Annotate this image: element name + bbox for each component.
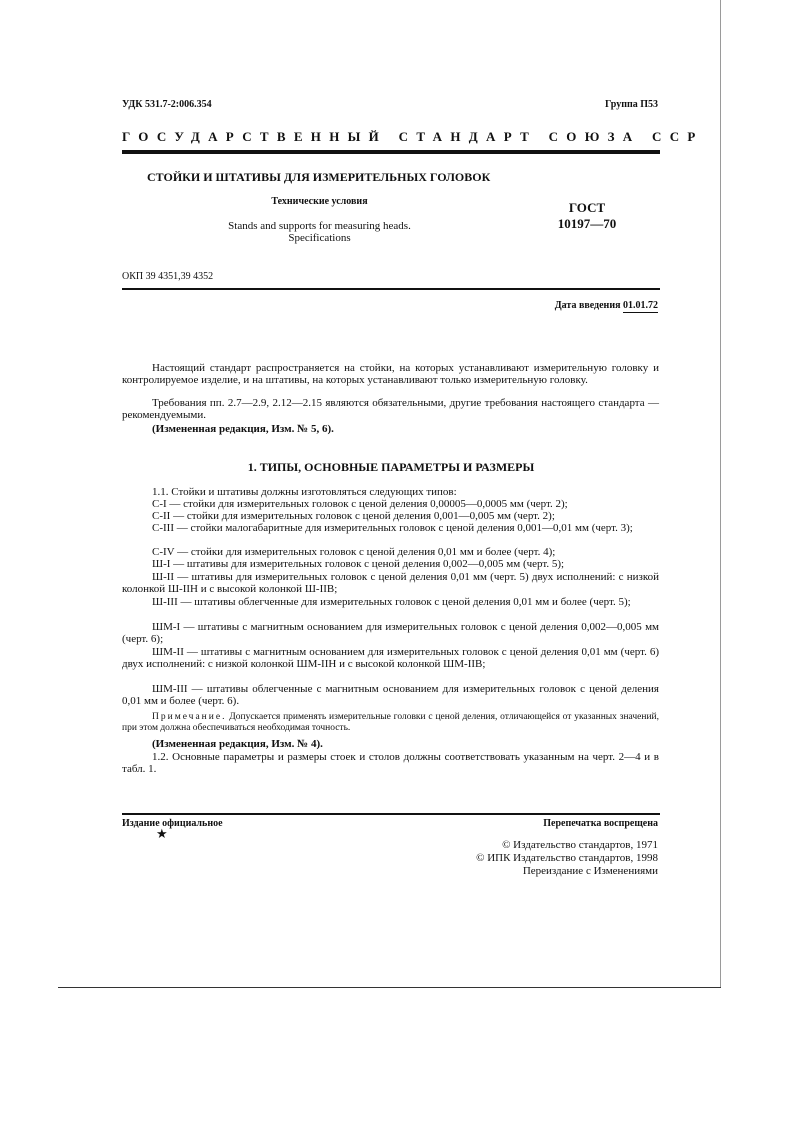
type-item: ШМ-I — штативы с магнитным основанием для измерительных головок с ценой деления 0,002—0,005 мм (черт. 6);	[122, 621, 659, 645]
copyright-block	[476, 839, 658, 878]
document-title: СТОЙКИ И ШТАТИВЫ ДЛЯ ИЗМЕРИТЕЛЬНЫХ ГОЛОВОК	[147, 170, 491, 184]
reissue-note: Переиздание с Изменениями	[522, 865, 658, 877]
type-item: Ш-III — штативы облегченные для измерительных головок с ценой деления 0,01 мм и более (черт. 5);	[152, 596, 631, 608]
star-icon: ★	[156, 826, 168, 841]
type-item: С-I — стойки для измерительных головок с ценой деления 0,00005—0,0005 мм (черт. 2);	[152, 498, 568, 510]
clause-1-2: 1.2. Основные параметры и размеры стоек и столов должны соответствовать указанным на черт. 2—4 и в табл. 1.	[122, 751, 659, 775]
reprint-prohibited: Перепечатка воспрещена	[543, 818, 658, 829]
okp-code: ОКП 39 4351,39 4352	[122, 271, 214, 282]
type-item: С-III — стойки малогабаритные для измерительных головок с ценой деления 0,001—0,01 мм (черт. 3);	[152, 522, 633, 534]
page-edge-right	[720, 0, 721, 988]
introduction-date-label: Дата введения	[554, 300, 621, 311]
note-paragraph	[122, 712, 659, 734]
udk-code: УДК 531.7-2:006.354	[122, 99, 212, 110]
requirements-paragraph: Требования пп. 2.7—2.9, 2.12—2.15 являются обязательными, другие требования настоящего стандарта — рекомендуемыми.	[122, 397, 659, 421]
copyright-1971: © Издательство стандартов, 1971	[502, 839, 658, 851]
type-item: С-II — стойки для измерительных головок с ценой деления 0,001—0,005 мм (черт. 2);	[152, 510, 555, 522]
gost-label: ГОСТ	[568, 200, 606, 215]
intro-paragraph: Настоящий стандарт распространяется на стойки, на которых устанавливают измерительную головку и контролируемое изделие, и на штативы, на которых устанавливают только измерительную головку.	[122, 362, 659, 386]
section-heading: 1. ТИПЫ, ОСНОВНЫЕ ПАРАМЕТРЫ И РАЗМЕРЫ	[247, 460, 535, 474]
clause-1-1: 1.1. Стойки и штативы должны изготовляться следующих типов:	[152, 486, 457, 498]
okp-rule	[122, 288, 660, 290]
type-item: ШМ-II — штативы с магнитным основанием для измерительных головок с ценой деления 0,01 мм (черт. 6) двух исполнений: с низкой колонкой ШМ-IIН и с высокой колонкой ШМ-IIВ;	[122, 646, 659, 670]
type-item: С-IV — стойки для измерительных головок с ценой деления 0,01 мм и более (черт. 4);	[152, 546, 556, 558]
gost-number: 10197—70	[557, 216, 617, 231]
group-code: Группа П53	[605, 99, 658, 110]
note-text: Допускается применять измерительные головки с ценой деления, отличающейся от указанных значений, при этом должна обеспечиваться необходимая точность.	[122, 712, 660, 733]
note-label: Примечание.	[152, 712, 227, 722]
type-item: Ш-II — штативы для измерительных головок с ценой деления 0,01 мм (черт. 5) двух исполнений: с низкой колонкой Ш-IIН и с высокой колонкой Ш-IIВ;	[122, 571, 659, 595]
header-rule	[122, 150, 660, 154]
official-edition: Издание официальное	[122, 818, 223, 829]
document-subtitle: Технические условия	[271, 196, 368, 207]
english-title	[122, 220, 517, 244]
english-title-line1: Stands and supports for measuring heads.	[228, 220, 411, 232]
gost-designation	[532, 200, 642, 232]
page-edge-bottom	[58, 987, 721, 988]
type-item: ШМ-III — штативы облегченные с магнитным основанием для измерительных головок с ценой деления 0,01 мм и более (черт. 6).	[122, 683, 659, 707]
edition-note-2: (Измененная редакция, Изм. № 4).	[152, 738, 323, 750]
footer-rule	[122, 813, 660, 815]
type-item: Ш-I — штативы для измерительных головок с ценой деления 0,002—0,005 мм (черт. 5);	[152, 558, 565, 570]
introduction-date	[555, 300, 658, 311]
introduction-date-value: 01.01.72	[623, 300, 658, 311]
edition-note: (Измененная редакция, Изм. № 5, 6).	[152, 423, 334, 435]
standard-banner: ГОСУДАРСТВЕННЫЙ СТАНДАРТ СОЮЗА ССР	[122, 129, 704, 144]
english-title-line2: Specifications	[288, 232, 351, 244]
copyright-1998: © ИПК Издательство стандартов, 1998	[476, 852, 658, 864]
